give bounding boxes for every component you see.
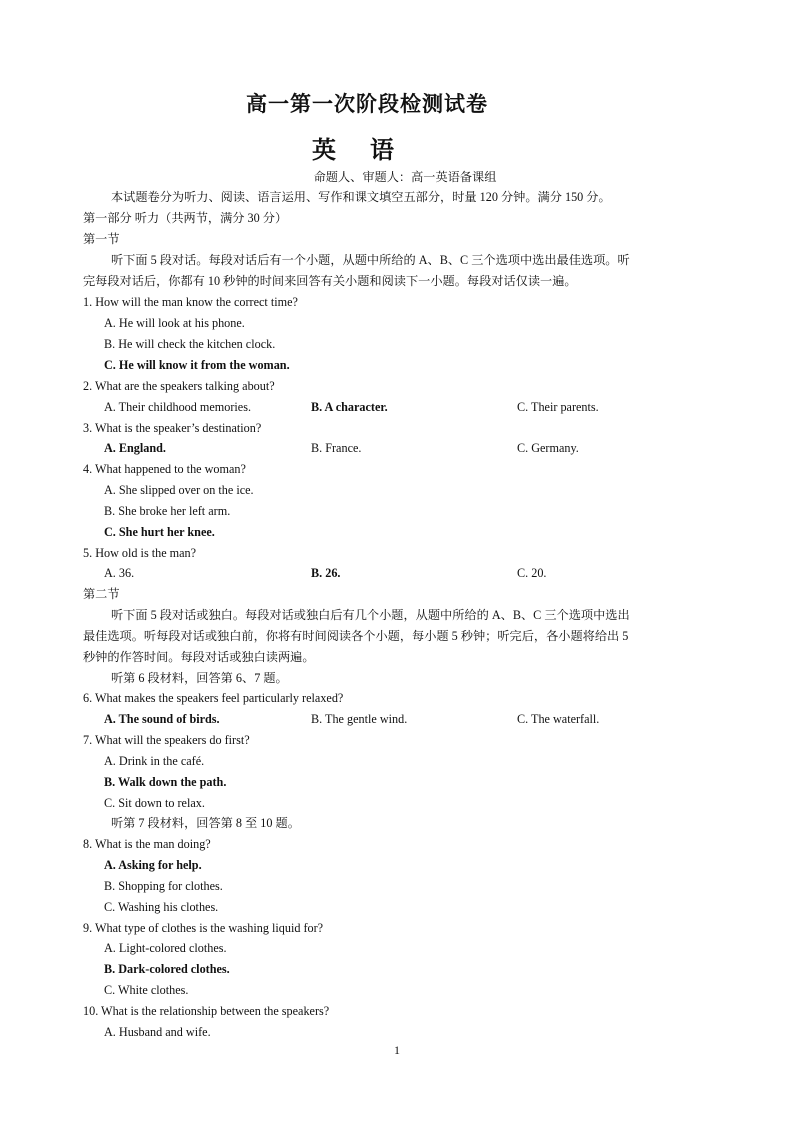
question-8-option-c: C. Washing his clothes. <box>104 900 219 914</box>
part1-heading: 第一部分 听力（共两节，满分 30 分） <box>83 211 288 225</box>
section2-instructions-1: 听下面 5 段对话或独白。每段对话或独白后有几个小题，从题中所给的 A、B、C 三个选项中选出 <box>111 608 630 622</box>
section2-instructions-3: 秒钟的作答时间。每段对话或独白读两遍。 <box>83 650 315 664</box>
question-8-option-b: B. Shopping for clothes. <box>104 879 223 893</box>
question-3-option-c: C. Germany. <box>517 441 579 455</box>
page-title: 高一第一次阶段检测试卷 <box>246 92 488 116</box>
question-2-option-a: A. Their childhood memories. <box>104 400 252 414</box>
question-1-option-b: B. He will check the kitchen clock. <box>104 337 276 351</box>
question-7-option-a: A. Drink in the café. <box>104 754 205 768</box>
question-5-option-b: B. 26. <box>311 566 341 580</box>
question-6-option-b: B. The gentle wind. <box>311 712 408 726</box>
question-3-option-b: B. France. <box>311 441 362 455</box>
material-7-note: 听第 7 段材料，回答第 8 至 10 题。 <box>111 816 300 830</box>
question-8-option-a: A. Asking for help. <box>104 858 202 872</box>
question-8-stem: 8. What is the man doing? <box>83 837 211 851</box>
question-4-stem: 4. What happened to the woman? <box>83 462 246 476</box>
question-2-option-b: B. A character. <box>311 400 388 414</box>
material-6-note: 听第 6 段材料，回答第 6、7 题。 <box>111 671 288 685</box>
question-1-stem: 1. How will the man know the correct time? <box>83 295 298 309</box>
section1-heading: 第一节 <box>83 232 120 246</box>
question-1-option-a: A. He will look at his phone. <box>104 316 245 330</box>
question-9-option-a: A. Light-colored clothes. <box>104 941 227 955</box>
page-number: 1 <box>394 1043 400 1057</box>
question-1-option-c: C. He will know it from the woman. <box>104 358 290 372</box>
section2-heading: 第二节 <box>83 587 120 601</box>
question-10-stem: 10. What is the relationship between the speakers? <box>83 1004 330 1018</box>
question-7-option-c: C. Sit down to relax. <box>104 796 205 810</box>
intro-text: 本试题卷分为听力、阅读、语言运用、写作和课文填空五部分，时量 120 分钟。满分 150 分。 <box>111 190 611 204</box>
question-5-option-a: A. 36. <box>104 566 135 580</box>
question-9-option-c: C. White clothes. <box>104 983 189 997</box>
question-5-option-c: C. 20. <box>517 566 547 580</box>
section1-instructions-1: 听下面 5 段对话。每段对话后有一个小题，从题中所给的 A、B、C 三个选项中选出最佳选项。听 <box>111 253 630 267</box>
question-10-option-a: A. Husband and wife. <box>104 1025 211 1039</box>
question-7-stem: 7. What will the speakers do first? <box>83 733 250 747</box>
question-7-option-b: B. Walk down the path. <box>104 775 227 789</box>
question-4-option-c: C. She hurt her knee. <box>104 525 215 539</box>
question-3-stem: 3. What is the speaker’s destination? <box>83 421 262 435</box>
authors-line: 命题人、审题人：高一英语备课组 <box>313 170 497 184</box>
question-6-option-c: C. The waterfall. <box>517 712 600 726</box>
question-4-option-a: A. She slipped over on the ice. <box>104 483 254 497</box>
section2-instructions-2: 最佳选项。听每段对话或独白前，你将有时间阅读各个小题，每小题 5 秒钟；听完后，各小题将给出 5 <box>83 629 629 643</box>
question-6-option-a: A. The sound of birds. <box>104 712 220 726</box>
section1-instructions-2: 完每段对话后，你都有 10 秒钟的时间来回答有关小题和阅读下一小题。每段对话仅读一遍。 <box>83 274 577 288</box>
question-9-stem: 9. What type of clothes is the washing liquid for? <box>83 921 324 935</box>
question-6-stem: 6. What makes the speakers feel particularly relaxed? <box>83 691 344 705</box>
question-9-option-b: B. Dark-colored clothes. <box>104 962 230 976</box>
question-5-stem: 5. How old is the man? <box>83 546 197 560</box>
question-3-option-a: A. England. <box>104 441 166 455</box>
subject-title: 英 语 <box>312 138 408 164</box>
question-2-option-c: C. Their parents. <box>517 400 599 414</box>
question-2-stem: 2. What are the speakers talking about? <box>83 379 275 393</box>
question-4-option-b: B. She broke her left arm. <box>104 504 231 518</box>
